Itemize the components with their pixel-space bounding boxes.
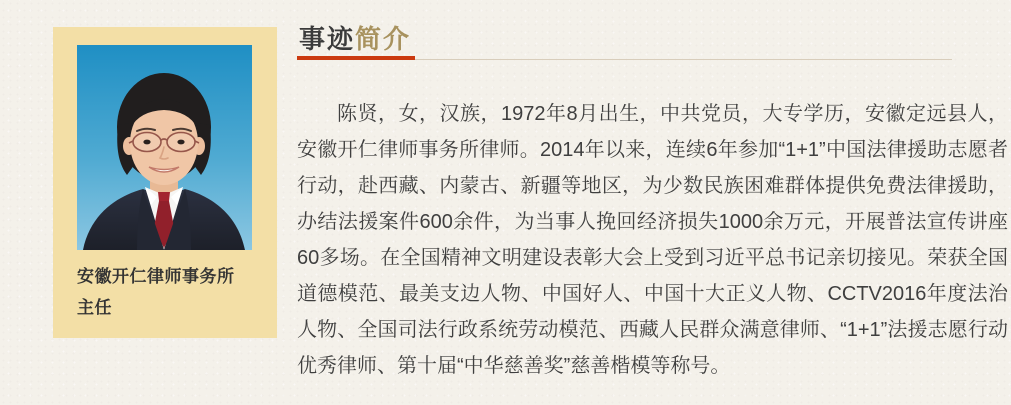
firm-name-label: 安徽开仁律师事务所 — [77, 267, 235, 286]
section-title — [299, 19, 411, 56]
section-title-part2: 简介 — [355, 24, 412, 54]
biography-paragraph: 陈贤，女，汉族，1972年8月出生，中共党员，大专学历，安徽定远县人，安徽开仁律师事务所律师。2014年以来，连续6年参加“1+1”中国法律援助志愿者行动，赴西藏、内蒙古、新疆等地区，为少数民族困难群体提供免费法律援助，办结法援案件600余件，为当事人挽回经济损失1000余万元，开展普法宣传讲座60多场。在全国精神文明建设表彰大会上受到习近平总书记亲切接见。荣获全国道德模范、最美支边人物、中国好人、中国十大正义人物、CCTV2016年度法治人物、全国司法行政系统劳动模范、西藏人民群众满意律师、“1+1”法援志愿行动优秀律师、第十届“中华慈善奖”慈善楷模等称号。 — [297, 103, 1008, 377]
title-accent-bar — [297, 56, 415, 60]
portrait-photo-image — [77, 45, 252, 250]
profile-card — [53, 27, 277, 338]
position-label: 主任 — [77, 298, 112, 317]
profile-caption — [77, 261, 262, 323]
section-title-part1: 事迹 — [299, 24, 356, 54]
portrait-photo — [77, 45, 252, 250]
